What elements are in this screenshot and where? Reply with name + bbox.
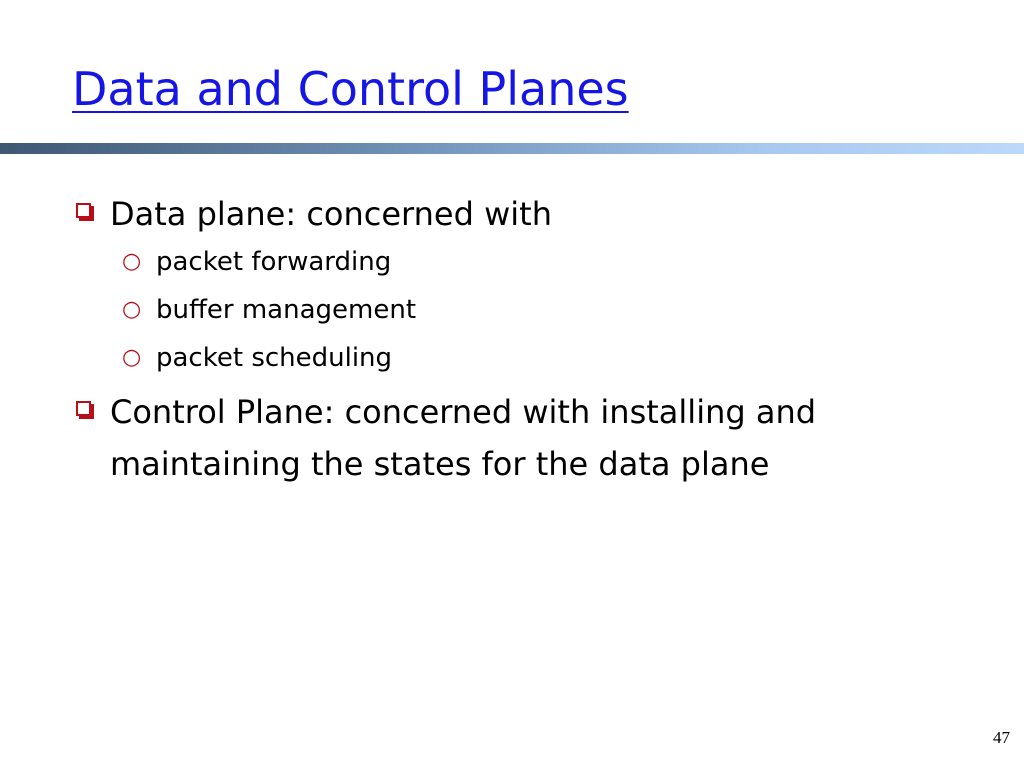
- sub-bullet-item: [76, 334, 976, 382]
- slide-title: Data and Control Planes: [72, 62, 629, 116]
- sub-bullet-text: packet forwarding: [156, 247, 392, 277]
- bullet-item-data-plane: [76, 188, 976, 240]
- bullet-item-control-plane: [76, 386, 976, 490]
- sub-bullet-item: [76, 238, 976, 286]
- sub-bullet-text: buffer management: [156, 295, 417, 325]
- sub-bullet-text: packet scheduling: [156, 343, 393, 373]
- circle-bullet-icon: ○: [122, 345, 142, 370]
- square-bullet-icon: [76, 203, 91, 218]
- circle-bullet-icon: ○: [122, 249, 142, 274]
- slide-number: 47: [993, 728, 1010, 747]
- square-bullet-icon: [76, 401, 91, 416]
- bullet-text: Control Plane: concerned with installing and maintaining the states for the data plane: [110, 393, 817, 483]
- bullet-list: [76, 188, 976, 490]
- sub-bullet-item: [76, 286, 976, 334]
- circle-bullet-icon: ○: [122, 297, 142, 322]
- title-divider: [0, 143, 1024, 154]
- bullet-text: Data plane: concerned with: [110, 195, 552, 233]
